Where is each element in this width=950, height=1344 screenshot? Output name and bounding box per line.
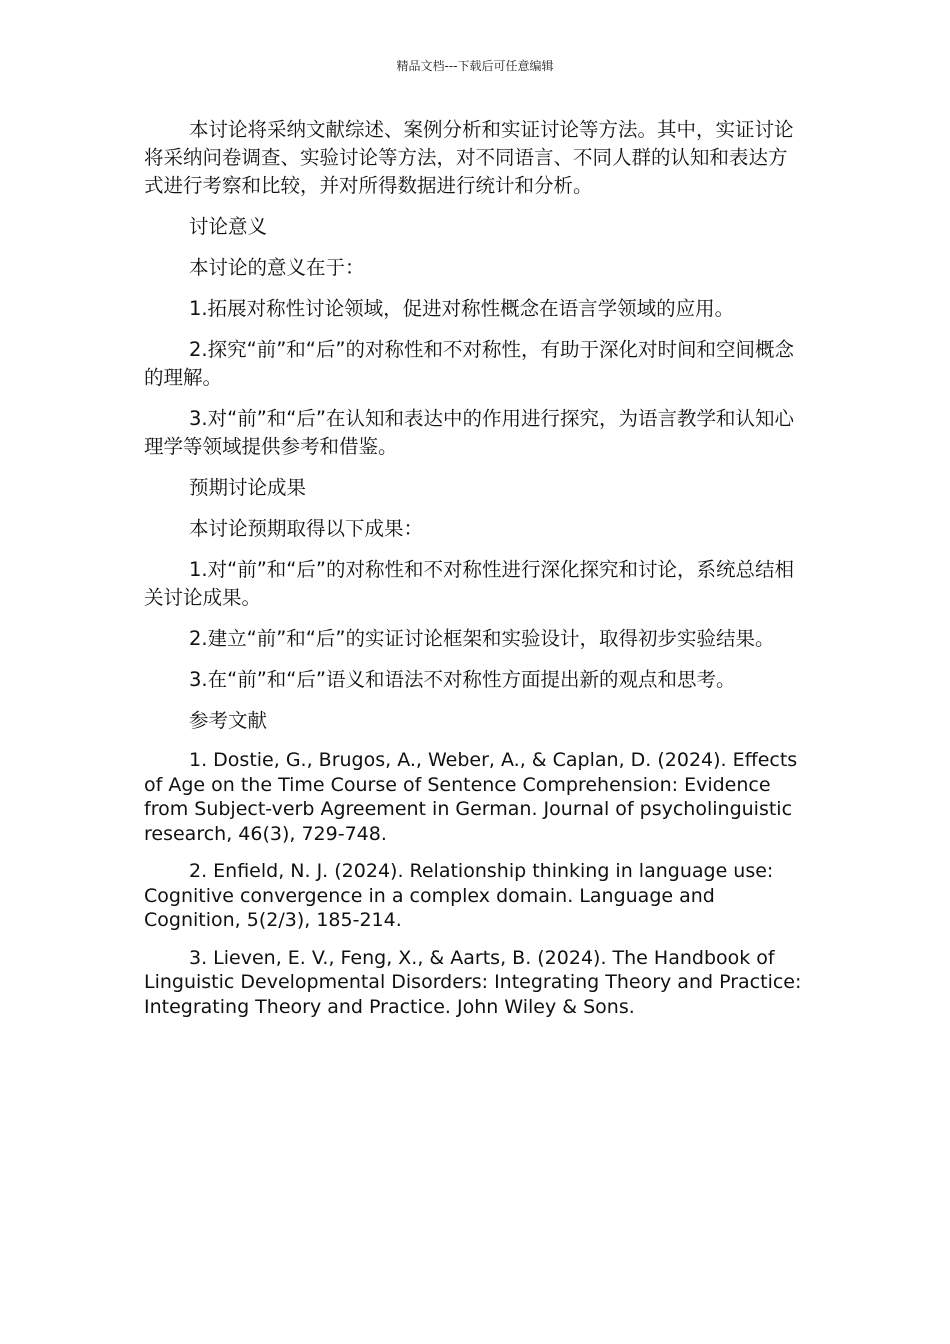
paragraph-significance-intro: 本讨论的意义在于： (189, 256, 365, 279)
document-body (144, 116, 806, 1032)
list-item-expected-3: 3.在“前”和“后”语义和语法不对称性方面提出新的观点和思考。 (189, 668, 736, 691)
reference-item-1: 1. Dostie, G., Brugos, A., Weber, A., & Caplan, D. (2024). Effects of Age on the Time Course of Sentence Comprehension: Evidence from Subject-verb Agreement in German. Journal of psycholinguistic research, 46(3), 729-748. (144, 749, 798, 845)
list-item-expected-1: 1.对“前”和“后”的对称性和不对称性进行深化探究和讨论，系统总结相关讨论成果。 (144, 558, 795, 609)
heading-references: 参考文献 (189, 709, 268, 732)
paragraph-methods: 本讨论将采纳文献综述、案例分析和实证讨论等方法。其中，实证讨论将采纳问卷调查、实验讨论等方法，对不同语言、不同人群的认知和表达方式进行考察和比较，并对所得数据进行统计和分析。 (144, 118, 794, 197)
page-header: 精品文档---下载后可任意编辑 (396, 59, 554, 73)
paragraph-expected-intro: 本讨论预期取得以下成果： (189, 517, 424, 540)
list-item-expected-2: 2.建立“前”和“后”的实证讨论框架和实验设计，取得初步实验结果。 (189, 627, 775, 650)
list-item-significance-3: 3.对“前”和“后”在认知和表达中的作用进行探究，为语言教学和认知心理学等领域提供参考和借鉴。 (144, 407, 795, 458)
reference-item-2: 2. Enfield, N. J. (2024). Relationship thinking in language use: Cognitive convergence in a complex domain. Language and Cognition, 5(2/3), 185-214. (144, 860, 774, 931)
reference-item-3: 3. Lieven, E. V., Feng, X., & Aarts, B. (2024). The Handbook of Linguistic Developmental Disorders: Integrating Theory and Practice: Integrating Theory and Practice. John Wiley & Sons. (144, 946, 802, 1018)
heading-significance: 讨论意义 (189, 215, 268, 238)
list-item-significance-2: 2.探究“前”和“后”的对称性和不对称性，有助于深化对时间和空间概念的理解。 (144, 338, 795, 389)
list-item-significance-1: 1.拓展对称性讨论领域，促进对称性概念在语言学领域的应用。 (189, 297, 735, 320)
heading-expected-results: 预期讨论成果 (189, 476, 307, 499)
